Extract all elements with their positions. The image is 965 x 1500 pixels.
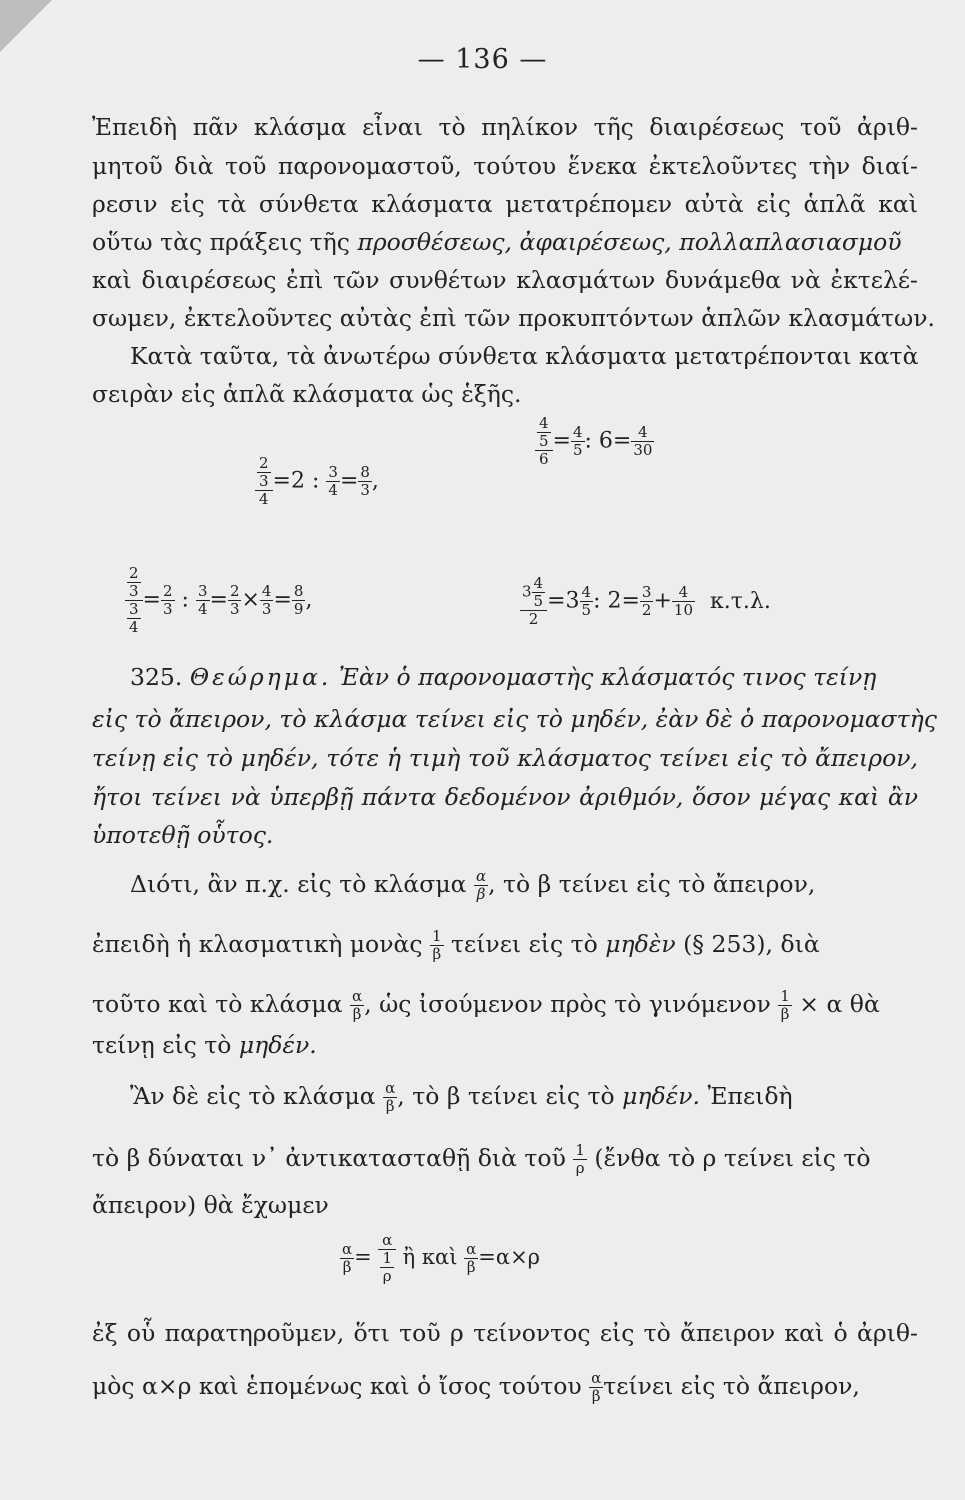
denominator: β [430,945,444,963]
denominator: 2 [520,610,547,628]
operator: = [142,587,161,613]
denominator: β [383,1097,397,1115]
fraction-a-over-b [589,1370,603,1405]
numerator: α [342,1240,353,1258]
formula-5 [340,1232,540,1285]
comma: , [371,468,379,494]
numerator [535,415,553,450]
italic-word: μηδέν. [238,1031,317,1059]
proof-line [92,1142,918,1177]
text-line: ρεσιν εἰς τὰ σύνθετα κλάσματα μετατρέπομεν αὐτὰ εἰς ἁπλᾶ καὶ [92,190,918,218]
text-span: , ὡς ἰσούμενον πρὸς τὸ γινόμενον [364,990,771,1018]
theorem-line: ὑποτεθῇ οὗτος. [92,821,274,849]
operator: + [653,588,672,614]
theorem-title: Θεώρημα. [189,663,332,691]
fraction-a-over-b [350,988,364,1023]
formula-2 [535,415,654,468]
denominator: β [474,885,488,903]
fraction [326,464,340,499]
compound-fraction [535,415,553,468]
theorem-line: τείνῃ εἰς τὸ μηδέν, τότε ἡ τιμὴ τοῦ κλάσματος τείνει εἰς τὸ ἄπειρον, [92,744,918,772]
proof-line [92,1030,918,1060]
text-line: Κατὰ ταῦτα, τὰ ἀνωτέρω σύνθετα κλάσματα μετατρέπονται κατὰ [130,342,919,370]
page-number: — 136 — [417,44,548,75]
theorem-number: 325. [130,663,183,691]
denominator: 3 [259,472,269,490]
text-span: (ἔνθα τὸ ρ τείνει εἰς τὸ [594,1144,871,1172]
fraction [537,415,551,450]
fraction [640,584,654,619]
text-span: Διότι, ἂν π.χ. εἰς τὸ κλάσμα [130,870,467,898]
denominator: 5 [581,601,592,619]
text-span: τοῦτο καὶ τὸ κλάσμα [92,990,343,1018]
proof-line [130,868,918,903]
denominator: 5 [539,432,549,450]
denominator: β [589,1387,603,1405]
numerator: 2 [229,582,240,600]
fraction-a-over-b [340,1241,354,1276]
denominator: 3 [162,600,173,618]
denominator: 4 [197,600,208,618]
denominator: β [464,1258,478,1276]
operator: = [273,587,292,613]
operator: =α×ρ [478,1245,541,1269]
operator: = [552,428,571,454]
fraction [127,565,141,600]
numerator: α [466,1240,477,1258]
compound-fraction [520,575,547,628]
formula-3 [125,565,312,636]
text-span: τείνει εἰς τὸ ἄπειρον, [603,1372,860,1400]
fraction-1-over-b [430,928,444,963]
etc-abbrev: κ.τ.λ. [710,588,771,614]
denominator: 2 [641,601,652,619]
denominator: 3 [360,481,370,499]
numerator [255,455,273,490]
denominator: 4 [328,481,338,499]
text-line: μητοῦ διὰ τοῦ παρονομαστοῦ, τούτου ἕνεκα ἐκτελοῦντες τὴν διαί- [92,152,918,180]
numerator: 8 [293,582,304,600]
italic-word: μηδὲν [605,930,676,958]
numerator [125,565,143,600]
denominator: 3 [129,582,139,600]
fraction-1-over-rho [380,1250,394,1285]
operator: : [181,587,189,613]
numerator: 3 [641,583,652,601]
numerator: 4 [539,414,549,432]
denominator: β [340,1258,354,1276]
numerator: 8 [360,463,370,481]
operator: = [209,587,228,613]
fraction-a-over-b [464,1241,478,1276]
denominator [125,600,143,636]
denominator: 5 [572,441,583,459]
denominator: 3 [261,600,272,618]
numerator: 4 [533,574,544,592]
numerator: 4 [581,583,592,601]
text-span: τὸ β δύναται ν᾽ ἀντικατασταθῇ διὰ τοῦ [92,1144,566,1172]
text-span: , τὸ β τείνει εἰς τὸ [397,1082,615,1110]
fraction [260,583,274,618]
proof-line [130,1080,918,1115]
denominator: 6 [535,450,553,468]
text-span: οὕτω τὰς πράξεις τῆς [92,228,358,256]
italic-operations: προσθέσεως, ἀφαιρέσεως, πολλαπλασιασμοῦ [357,228,902,256]
numerator: 1 [575,1141,585,1159]
fraction [127,601,141,636]
formula-4 [520,575,771,628]
numerator: 2 [129,564,139,582]
proof-line [92,928,918,963]
numerator [520,575,547,610]
fraction [631,424,654,459]
text-span: τείνῃ εἰς τὸ [92,1031,232,1059]
fraction [358,464,372,499]
operator: : 2= [593,588,640,614]
numerator: 3 [328,463,338,481]
denominator [378,1249,396,1285]
denominator: 4 [129,618,139,636]
denominator: 30 [633,441,653,459]
proof-line: ἄπειρον) θὰ ἔχωμεν [92,1191,329,1219]
numerator: 2 [162,582,173,600]
text-span: , τὸ β τείνει εἰς τὸ ἄπειρον, [488,870,816,898]
compound-fraction [255,455,273,508]
text-line: Ἐπειδὴ πᾶν κλάσμα εἶναι τὸ πηλίκον τῆς διαιρέσεως τοῦ ἀριθ- [92,113,918,141]
numerator: α [591,1369,602,1387]
denominator: ρ [573,1159,587,1177]
compound-fraction [378,1232,396,1285]
text-line: σειρὰν εἰς ἁπλᾶ κλάσματα ὡς ἑξῆς. [92,380,522,408]
fraction-1-over-rho [573,1142,587,1177]
operator: = [339,468,359,494]
operator: × [241,587,260,613]
text-span: ἐπειδὴ ἡ κλασματικὴ μονὰς [92,930,423,958]
numerator: 1 [432,927,442,945]
denominator: 5 [533,592,544,610]
fraction-a-over-b [474,868,488,903]
comma: , [305,587,313,613]
numerator: α [385,1079,396,1097]
proof-line [92,988,918,1023]
operator: = [354,1245,372,1269]
fraction [257,455,271,490]
denominator: 10 [673,601,693,619]
text-span: (§ 253), διὰ [683,930,820,958]
theorem-text: Ἐὰν ὁ παρονομαστὴς κλάσματός τινος τείνῃ [338,663,877,691]
fraction [571,424,585,459]
numerator: 3 [197,582,208,600]
operator: =3 [547,588,580,614]
numerator: 1 [382,1249,392,1267]
text-span: × α θὰ [799,990,880,1018]
italic-word: μηδέν. [622,1082,700,1110]
proof-line [92,1370,918,1405]
numerator: 4 [572,423,583,441]
fraction [580,584,594,619]
fraction [292,583,306,618]
fraction [196,583,210,618]
integer-part: 3 [522,582,532,601]
denominator: β [350,1005,364,1023]
numerator: 3 [129,600,139,618]
numerator: 2 [259,454,269,472]
denominator: ρ [380,1267,394,1285]
theorem-line: εἰς τὸ ἄπειρον, τὸ κλάσμα τείνει εἰς τὸ μηδέν, ἐὰν δὲ ὁ παρονομαστὴς [92,705,937,733]
theorem-first-line [130,662,918,692]
text-span: μὸς α×ρ καὶ ἑπομένως καὶ ὁ ἴσος τούτου [92,1372,582,1400]
fraction [532,575,546,610]
fraction [228,583,242,618]
text-span: τείνει εἰς τὸ [451,930,598,958]
denominator: β [778,1005,792,1023]
denominator: 3 [229,600,240,618]
numerator: 4 [638,423,648,441]
text-line: καὶ διαιρέσεως ἐπὶ τῶν συνθέτων κλασμάτων δυνάμεθα νὰ ἐκτελέ- [92,266,918,294]
text-line: σωμεν, ἐκτελοῦντες αὐτὰς ἐπὶ τῶν προκυπτόντων ἁπλῶν κλασμάτων. [92,304,935,332]
numerator: 1 [780,987,790,1005]
text-span: ἢ καὶ [402,1245,458,1269]
theorem-line: ἤτοι τείνει νὰ ὑπερβῇ πάντα δεδομένον ἀριθμόν, ὅσον μέγας καὶ ἂν [92,783,918,811]
fraction [672,584,695,619]
text-span: Ἐπειδὴ [707,1082,793,1110]
fraction [161,583,175,618]
numerator: α [382,1231,393,1249]
proof-line: ἐξ οὗ παρατηροῦμεν, ὅτι τοῦ ρ τείνοντος εἰς τὸ ἄπειρον καὶ ὁ ἀριθ- [92,1319,918,1347]
operator: =2 : [272,468,320,494]
compound-fraction [125,565,143,636]
numerator: α [475,867,487,885]
fraction-a-over-b [383,1080,397,1115]
denominator: 4 [255,490,273,508]
formula-1 [255,455,379,508]
denominator: 9 [293,600,304,618]
numerator: 4 [678,583,689,601]
text-line [92,227,918,257]
text-span: Ἂν δὲ εἰς τὸ κλάσμα [130,1082,376,1110]
operator: : 6= [584,428,632,454]
fraction-1-over-b [778,988,792,1023]
numerator: α [352,987,363,1005]
numerator: 4 [261,582,272,600]
